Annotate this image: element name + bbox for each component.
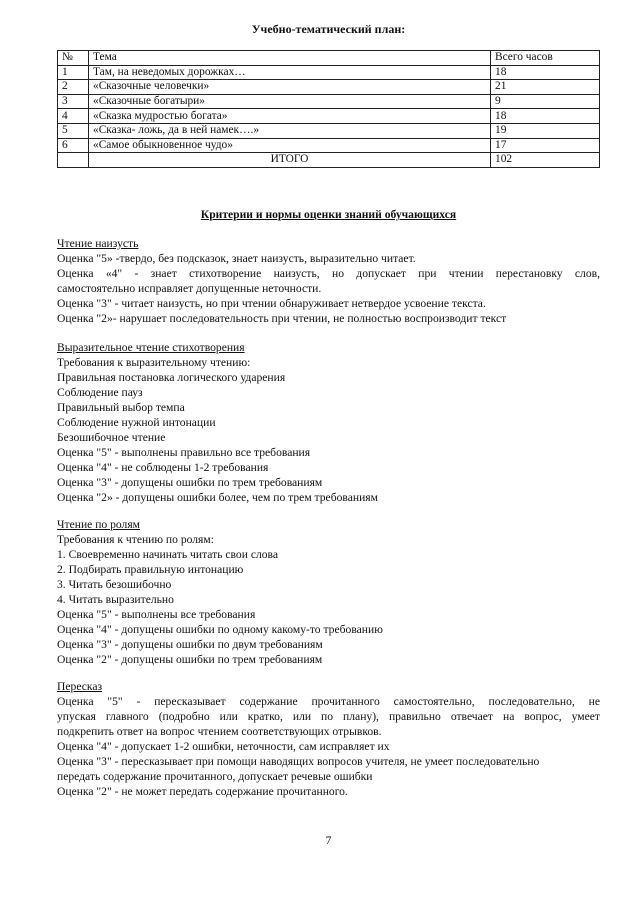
text-line: подкрепить ответ на вопрос чтением соответствующих отрывков. bbox=[57, 725, 382, 738]
text-line: Оценка «4" - знает стихотворение наизусть, но допускает при чтении перестановку слов, bbox=[57, 267, 600, 280]
text-line: Оценка "2" - допущены ошибки по трем требованиям bbox=[57, 653, 323, 666]
criteria-title: Критерии и нормы оценки знаний обучающихся bbox=[200, 208, 457, 221]
table-total-row bbox=[58, 153, 600, 168]
text-line: Оценка "5" - пересказывает содержание прочитанного самостоятельно, последовательно, не bbox=[57, 695, 600, 708]
plan-table bbox=[57, 50, 600, 168]
total-hours: 102 bbox=[491, 153, 600, 168]
section-heading: Выразительное чтение стихотворения bbox=[57, 341, 245, 354]
row-hours: 21 bbox=[491, 80, 600, 95]
row-topic: «Сказочные человечки» bbox=[89, 80, 491, 95]
text-line: упуская главного (подробно или кратко, или по плану), правильно отвечает на вопрос, умеет bbox=[57, 710, 600, 723]
plan-title: Учебно-тематический план: bbox=[251, 22, 406, 36]
text-line: Оценка "4" - допущены ошибки по одному какому-то требованию bbox=[57, 623, 383, 636]
text-line: Оценка "2»- нарушает последовательность при чтении, не полностью воспроизводит текст bbox=[57, 312, 507, 325]
header-hours: Всего часов bbox=[491, 51, 600, 66]
text-line: самостоятельно исправляет допущенные неточности. bbox=[57, 282, 322, 295]
table-row bbox=[58, 138, 600, 153]
row-num: 5 bbox=[58, 123, 89, 138]
row-num: 6 bbox=[58, 138, 89, 153]
section-reading-by-roles bbox=[57, 517, 600, 667]
row-hours: 18 bbox=[491, 65, 600, 80]
header-topic: Тема bbox=[89, 51, 491, 66]
text-line: Оценка "2» - допущены ошибки более, чем по трем требованиям bbox=[57, 491, 378, 504]
header-num: № bbox=[58, 51, 89, 66]
row-hours: 9 bbox=[491, 94, 600, 109]
text-line: Оценка "5" - выполнены все требования bbox=[57, 608, 256, 621]
row-hours: 19 bbox=[491, 123, 600, 138]
section-heading: Чтение по ролям bbox=[57, 518, 140, 531]
row-topic: «Сказочные богатыри» bbox=[89, 94, 491, 109]
row-num: 1 bbox=[58, 65, 89, 80]
section-heading: Чтение наизусть bbox=[57, 237, 139, 250]
row-topic: «Сказка мудростью богата» bbox=[89, 109, 491, 124]
text-line: Требования к чтению по ролям: bbox=[57, 533, 214, 546]
text-line: передать содержание прочитанного, допускает речевые ошибки bbox=[57, 770, 373, 783]
text-line: Требования к выразительному чтению: bbox=[57, 356, 251, 369]
text-line: Соблюдение нужной интонации bbox=[57, 416, 216, 429]
text-line: Оценка "3" - допущены ошибки по трем требованиям bbox=[57, 476, 323, 489]
row-num: 3 bbox=[58, 94, 89, 109]
text-line: Соблюдение пауз bbox=[57, 386, 143, 399]
text-line: Оценка "3" - пересказывает при помощи наводящих вопросов учителя, не умеет последовательно bbox=[57, 755, 540, 768]
text-line: 4. Читать выразительно bbox=[57, 593, 174, 606]
row-topic: «Самое обыкновенное чудо» bbox=[89, 138, 491, 153]
text-line: 2. Подбирать правильную интонацию bbox=[57, 563, 244, 576]
row-hours: 17 bbox=[491, 138, 600, 153]
text-line: Оценка "2" - не может передать содержание прочитанного. bbox=[57, 785, 348, 798]
text-line: Оценка "3" - допущены ошибки по двум требованиям bbox=[57, 638, 323, 651]
table-row bbox=[58, 80, 600, 95]
table-row bbox=[58, 123, 600, 138]
table-row bbox=[58, 109, 600, 124]
row-topic: «Сказка- ложь, да в ней намек….» bbox=[89, 123, 491, 138]
page-number: 7 bbox=[325, 834, 332, 847]
text-line: Оценка "5» -твердо, без подсказок, знает наизусть, выразительно читает. bbox=[57, 252, 416, 265]
section-expressive-reading bbox=[57, 340, 600, 505]
table-row bbox=[58, 94, 600, 109]
table-row bbox=[58, 65, 600, 80]
row-num: 4 bbox=[58, 109, 89, 124]
row-num: 2 bbox=[58, 80, 89, 95]
section-heading: Пересказ bbox=[57, 680, 103, 693]
table-header-row bbox=[58, 51, 600, 66]
text-line: Оценка "5" - выполнены правильно все требования bbox=[57, 446, 311, 459]
row-topic: Там, на неведомых дорожках… bbox=[89, 65, 491, 80]
text-line: 1. Своевременно начинать читать свои слова bbox=[57, 548, 279, 561]
text-line: Правильная постановка логического ударения bbox=[57, 371, 286, 384]
row-hours: 18 bbox=[491, 109, 600, 124]
section-retelling bbox=[57, 679, 600, 799]
text-line: Безошибочное чтение bbox=[57, 431, 166, 444]
section-reading-by-heart bbox=[57, 236, 600, 326]
total-label: ИТОГО bbox=[89, 153, 491, 168]
text-line: Оценка "4" - не соблюдены 1-2 требования bbox=[57, 461, 269, 474]
text-line: 3. Читать безошибочно bbox=[57, 578, 172, 591]
text-line: Правильный выбор темпа bbox=[57, 401, 185, 414]
total-empty-cell bbox=[58, 153, 89, 168]
text-line: Оценка "3" - читает наизусть, но при чтении обнаруживает нетвердое усвоение текста. bbox=[57, 297, 486, 310]
text-line: Оценка "4" - допускает 1-2 ошибки, неточности, сам исправляет их bbox=[57, 740, 390, 753]
